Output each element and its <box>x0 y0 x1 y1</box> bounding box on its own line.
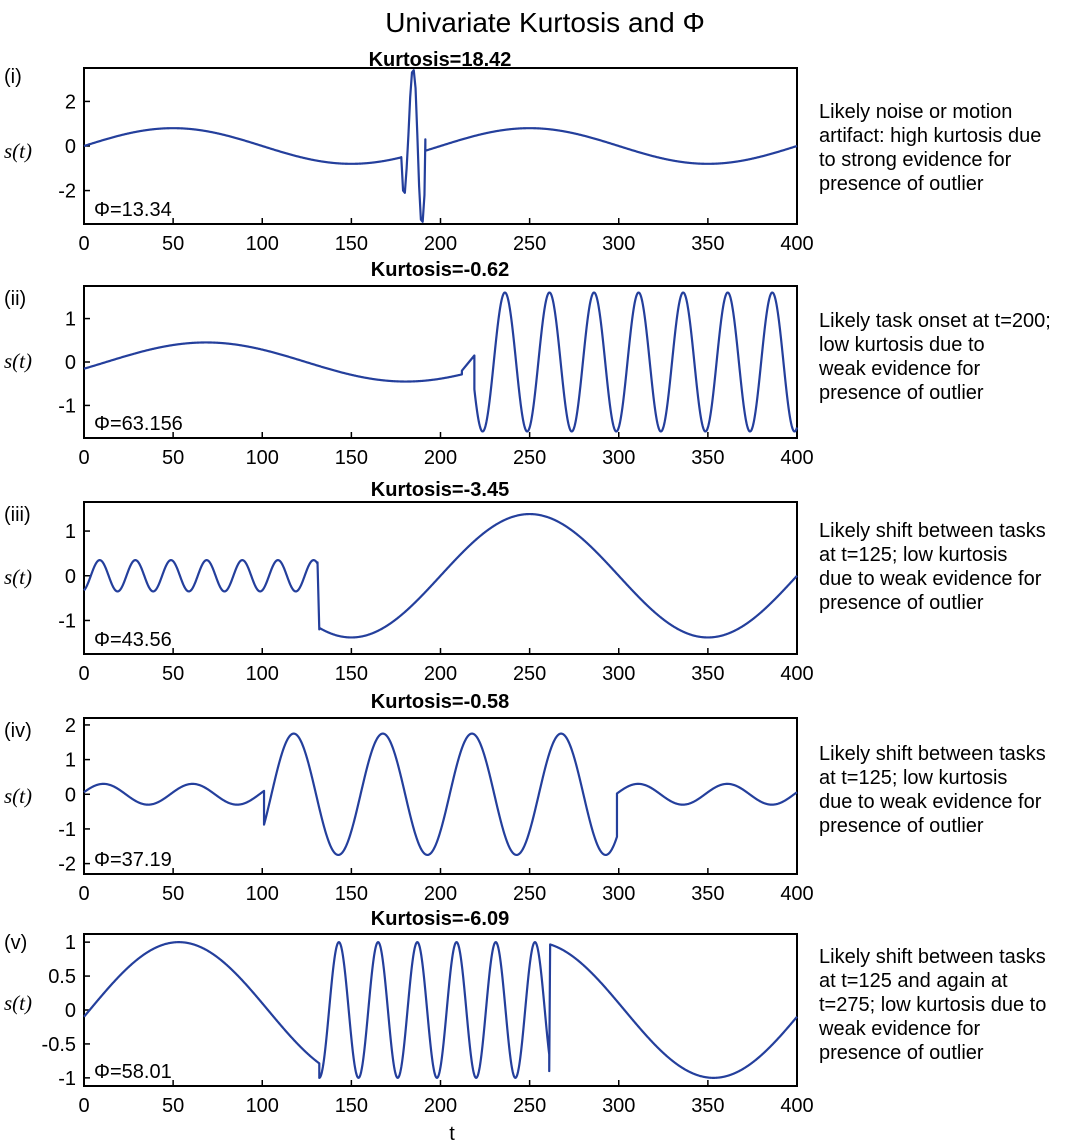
x-tick-label: 100 <box>245 1095 279 1117</box>
side-note-line: presence of outlier <box>819 173 984 195</box>
x-tick-label: 300 <box>602 447 636 469</box>
x-tick-label: 300 <box>602 233 636 255</box>
x-tick-label: 150 <box>334 883 369 905</box>
x-tick-label: 0 <box>78 1095 90 1117</box>
x-tick-label: 350 <box>691 233 725 255</box>
y-tick-label: 0 <box>64 1000 76 1022</box>
side-note-line: presence of outlier <box>819 1042 984 1064</box>
y-tick-label: -1 <box>58 395 76 418</box>
series-line <box>84 514 797 637</box>
side-note-line: due to weak evidence for <box>819 791 1042 813</box>
x-tick-label: 200 <box>423 233 458 255</box>
y-axis-label: s(t) <box>4 139 32 163</box>
y-tick-label: 0.5 <box>48 966 76 989</box>
side-note-line: Likely shift between tasks <box>819 743 1046 765</box>
y-tick-label: -2 <box>58 853 76 876</box>
phi-label: Φ=63.156 <box>94 413 183 435</box>
x-tick-label: 250 <box>512 1095 547 1117</box>
panel-label: (iv) <box>4 720 32 742</box>
panel-title: Kurtosis=-0.58 <box>370 691 510 713</box>
axes-box <box>84 718 797 874</box>
x-tick-label: 50 <box>162 1095 185 1117</box>
series-line <box>84 70 797 222</box>
y-tick-label: 1 <box>64 932 76 955</box>
x-tick-label: 250 <box>512 233 547 255</box>
x-axis-label: t <box>449 1123 455 1144</box>
side-note-line: Likely task onset at t=200; <box>819 310 1051 332</box>
side-note-line: low kurtosis due to <box>819 334 985 356</box>
phi-label: Φ=58.01 <box>94 1061 172 1083</box>
x-tick-label: 400 <box>780 663 814 685</box>
side-note-line: Likely shift between tasks <box>819 946 1046 968</box>
x-tick-label: 400 <box>780 447 814 469</box>
y-tick-label: -1 <box>58 1067 76 1090</box>
x-tick-label: 350 <box>691 1095 725 1117</box>
panel-title: Kurtosis=-6.09 <box>370 908 510 930</box>
panel-label: (iii) <box>4 504 31 526</box>
x-tick-label: 50 <box>162 663 185 685</box>
x-tick-label: 100 <box>245 233 279 255</box>
x-tick-label: 200 <box>423 1095 458 1117</box>
x-tick-label: 350 <box>691 447 725 469</box>
side-note-line: t=275; low kurtosis due to <box>819 994 1047 1016</box>
y-axis-label: s(t) <box>4 991 32 1015</box>
x-tick-label: 50 <box>162 883 185 905</box>
phi-label: Φ=13.34 <box>94 199 172 221</box>
x-tick-label: 350 <box>691 883 725 905</box>
y-tick-label: 2 <box>64 91 76 114</box>
side-note-line: at t=125 and again at <box>819 970 1008 992</box>
series-line <box>84 293 797 432</box>
x-tick-label: 300 <box>602 663 636 685</box>
y-tick-label: 0 <box>64 352 76 374</box>
x-tick-label: 150 <box>334 447 369 469</box>
x-tick-label: 100 <box>245 663 279 685</box>
figure-title: Univariate Kurtosis and Φ <box>385 7 705 38</box>
x-tick-label: 400 <box>780 1095 814 1117</box>
side-note-line: at t=125; low kurtosis <box>819 767 1008 789</box>
panel-title: Kurtosis=-3.45 <box>370 479 510 501</box>
axes-box <box>84 286 797 438</box>
x-tick-label: 200 <box>423 663 458 685</box>
panel-4 <box>4 691 1046 905</box>
phi-label: Φ=43.56 <box>94 629 172 651</box>
panel-title: Kurtosis=18.42 <box>368 49 512 71</box>
x-tick-label: 300 <box>602 1095 636 1117</box>
x-tick-label: 150 <box>334 233 369 255</box>
x-tick-label: 0 <box>78 447 90 469</box>
x-tick-label: 200 <box>423 447 458 469</box>
x-tick-label: 400 <box>780 233 814 255</box>
x-tick-label: 50 <box>162 447 185 469</box>
y-axis-label: s(t) <box>4 349 32 373</box>
x-tick-label: 250 <box>512 663 547 685</box>
panel-2 <box>4 259 1051 469</box>
panel-label: (i) <box>4 66 22 88</box>
x-tick-label: 50 <box>162 233 185 255</box>
x-tick-label: 250 <box>512 883 547 905</box>
y-tick-label: 2 <box>64 714 76 737</box>
y-tick-label: 1 <box>64 308 76 331</box>
series-line <box>84 734 797 855</box>
y-tick-label: -1 <box>58 818 76 841</box>
side-note-line: Likely noise or motion <box>819 101 1013 123</box>
y-tick-label: -0.5 <box>41 1033 76 1056</box>
y-tick-label: 1 <box>64 521 76 544</box>
y-tick-label: 0 <box>64 136 76 158</box>
side-note-line: presence of outlier <box>819 815 984 837</box>
side-note-line: to strong evidence for <box>819 149 1012 171</box>
x-tick-label: 100 <box>245 447 279 469</box>
axes-box <box>84 502 797 654</box>
side-note-line: due to weak evidence for <box>819 568 1042 590</box>
panel-5 <box>4 908 1046 1117</box>
y-tick-label: 0 <box>64 784 76 807</box>
x-tick-label: 200 <box>423 883 458 905</box>
y-tick-label: -2 <box>58 180 76 203</box>
side-note-line: at t=125; low kurtosis <box>819 544 1008 566</box>
panel-3 <box>4 479 1046 685</box>
x-tick-label: 100 <box>245 883 279 905</box>
panel-1 <box>4 49 1041 255</box>
side-note-line: artifact: high kurtosis due <box>819 125 1042 147</box>
x-tick-label: 0 <box>78 883 90 905</box>
x-tick-label: 150 <box>334 1095 369 1117</box>
panel-label: (ii) <box>4 288 27 310</box>
side-note-line: Likely shift between tasks <box>819 520 1046 542</box>
side-note-line: weak evidence for <box>819 358 981 380</box>
panel-label: (v) <box>4 932 28 954</box>
series-line <box>84 942 797 1078</box>
x-tick-label: 350 <box>691 663 725 685</box>
x-tick-label: 150 <box>334 663 369 685</box>
side-note-line: weak evidence for <box>819 1018 981 1040</box>
x-tick-label: 400 <box>780 883 814 905</box>
x-tick-label: 300 <box>602 883 636 905</box>
side-note-line: presence of outlier <box>819 592 984 614</box>
phi-label: Φ=37.19 <box>94 849 172 871</box>
y-tick-label: 0 <box>64 565 76 588</box>
side-note-line: presence of outlier <box>819 382 984 404</box>
x-tick-label: 250 <box>512 447 547 469</box>
y-axis-label: s(t) <box>4 784 32 808</box>
y-tick-label: -1 <box>58 610 76 633</box>
panel-title: Kurtosis=-0.62 <box>370 259 510 281</box>
y-axis-label: s(t) <box>4 565 32 589</box>
x-tick-label: 0 <box>78 663 90 685</box>
y-tick-label: 1 <box>64 749 76 772</box>
x-tick-label: 0 <box>78 233 90 255</box>
